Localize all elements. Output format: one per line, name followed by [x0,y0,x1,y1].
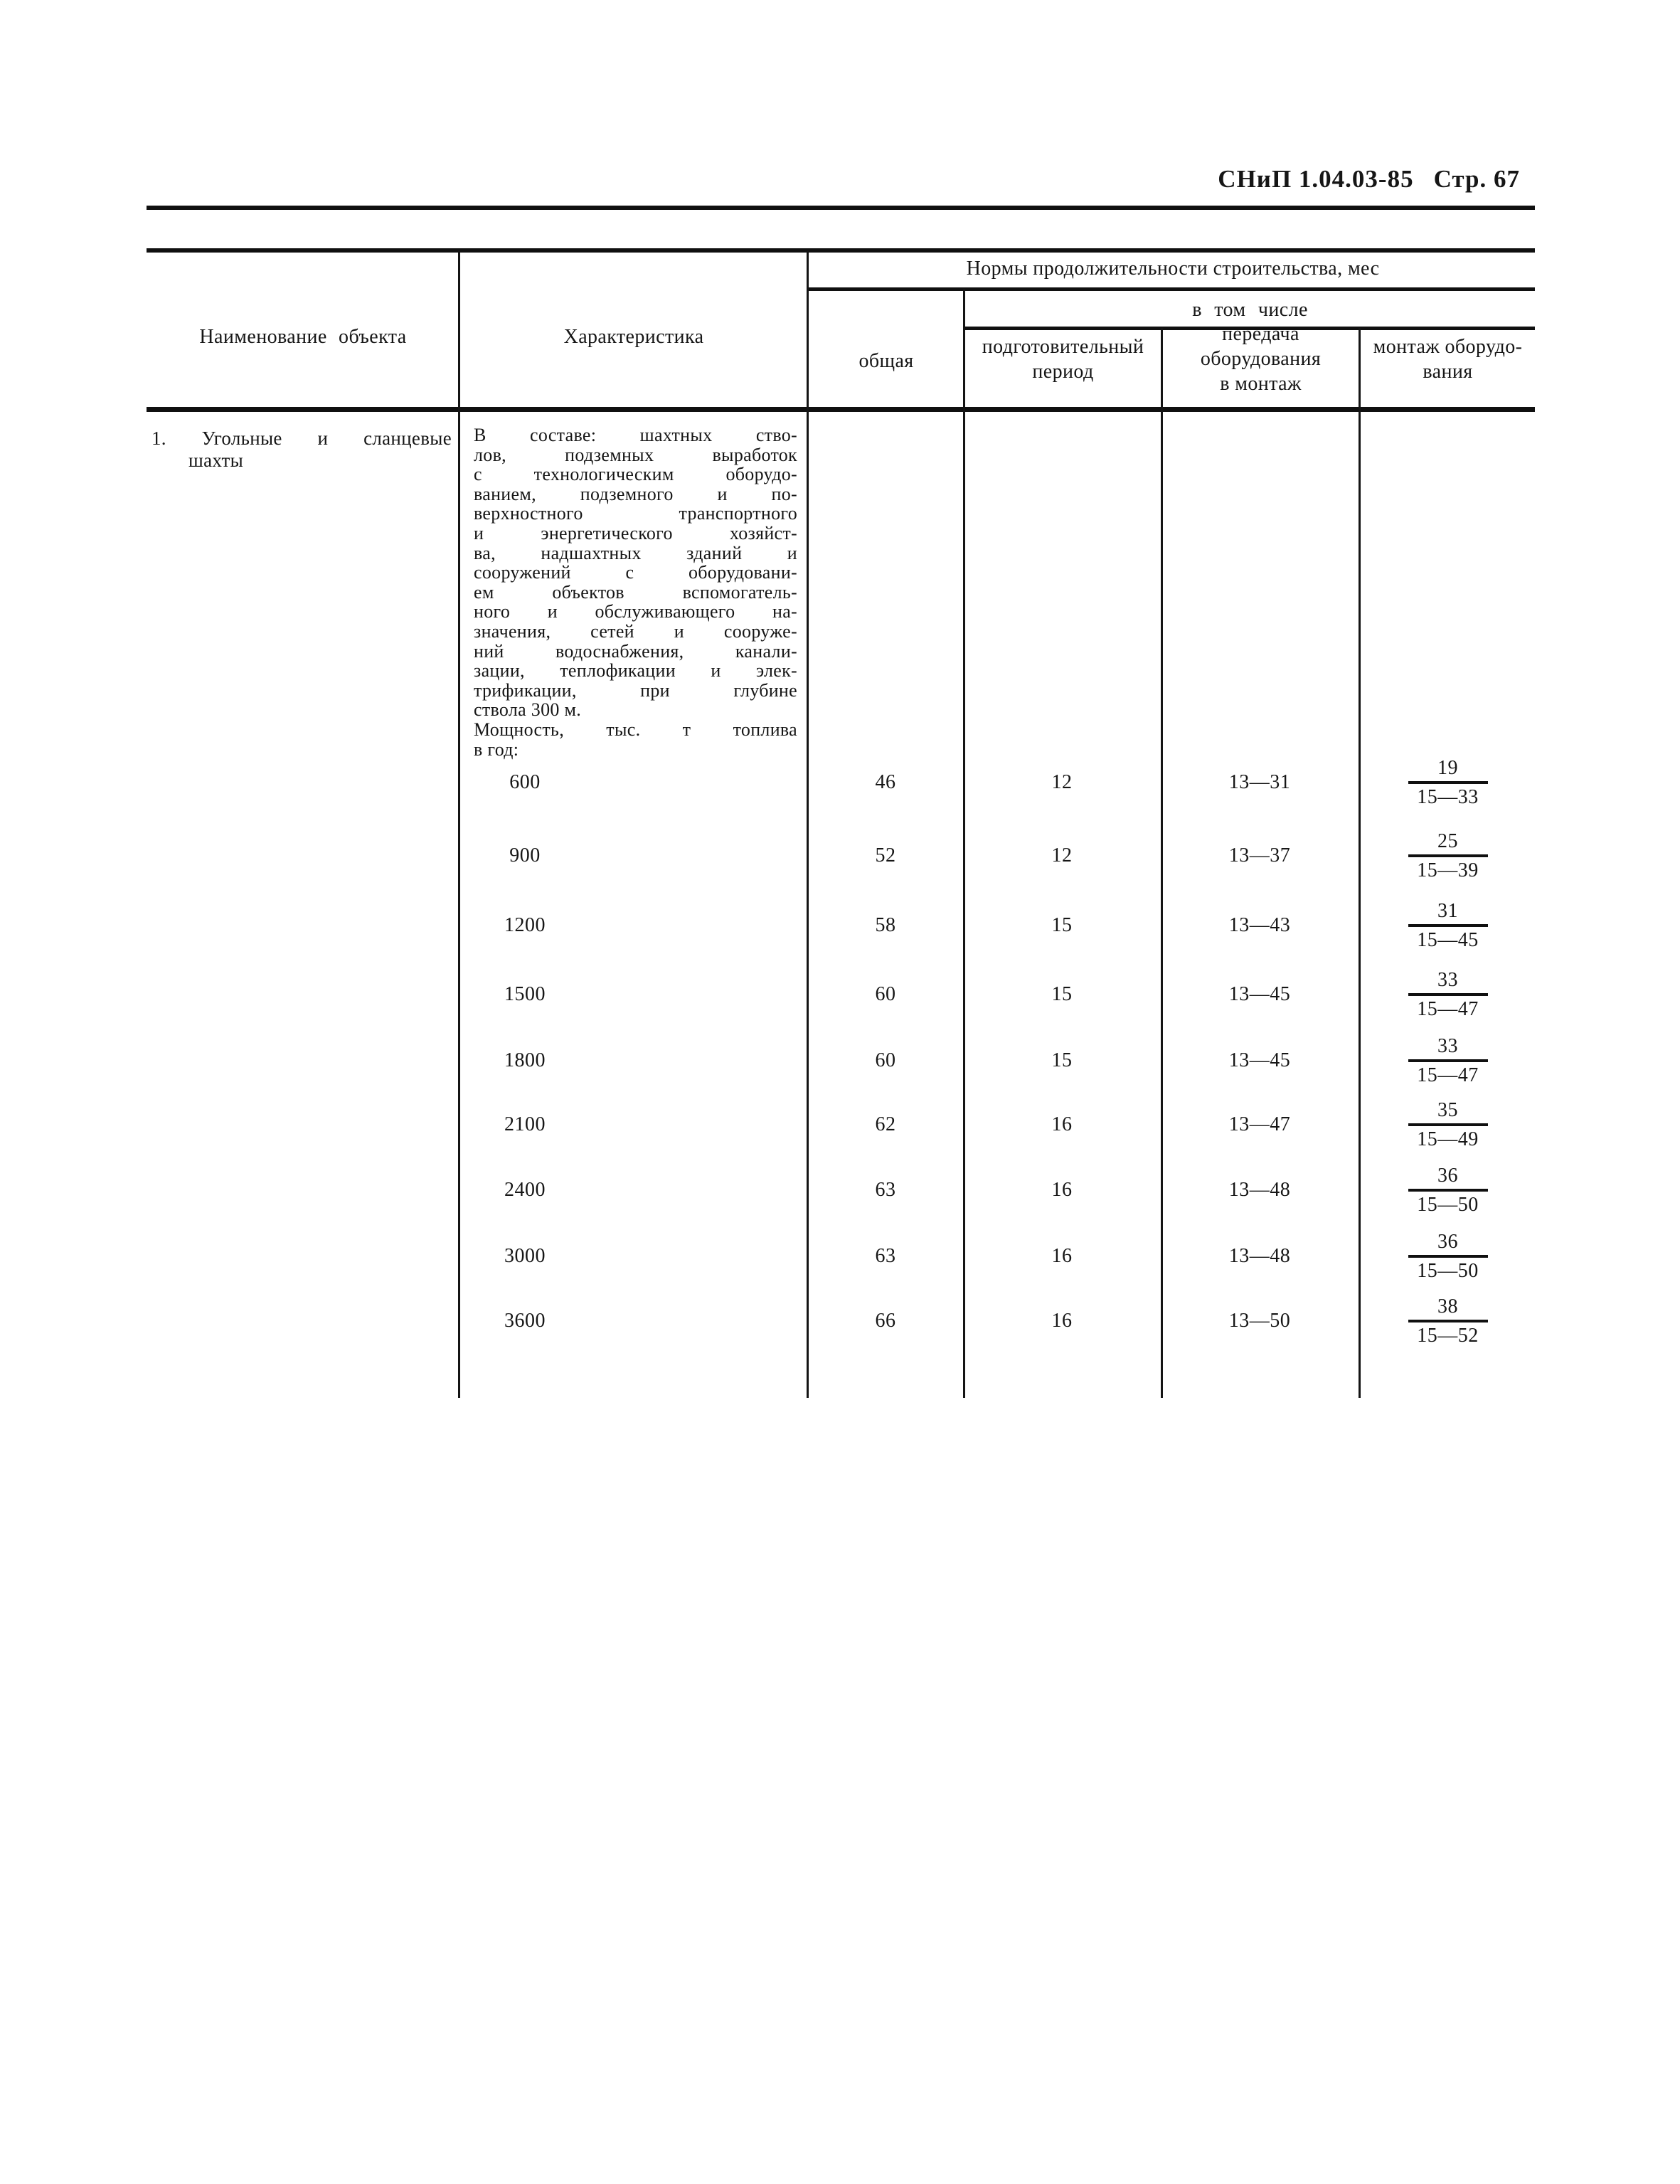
column-group-including: в том числе [1192,299,1308,321]
fraction-numerator: 33 [1437,969,1458,991]
fraction-numerator: 36 [1437,1165,1458,1187]
fraction-denominator: 15—52 [1417,1325,1479,1347]
fraction-numerator: 33 [1437,1035,1458,1057]
capacity-value: 2400 [504,1179,546,1201]
capacity-value: 1800 [504,1049,546,1071]
page-header [146,165,1520,194]
capacity-value: 1200 [504,914,546,936]
fraction-rule [1408,781,1488,784]
fraction-numerator: 36 [1437,1231,1458,1253]
cell-preparatory: 16 [1051,1245,1073,1267]
column-header-preparatory: подготовительный период [982,336,1144,383]
column-separator-object-characteristic [458,250,460,1398]
fraction-rule [1408,854,1488,857]
fraction-denominator: 15—47 [1417,998,1479,1020]
capacity-value: 3000 [504,1245,546,1267]
fraction-denominator: 15—47 [1417,1064,1479,1086]
column-header-object: Наименование объекта [199,326,407,348]
column-separator-characteristic-total [807,250,809,1398]
cell-total: 46 [875,771,896,793]
object-name: 1. Угольные и сланцевые шахты [151,428,452,471]
fraction-rule [1408,1189,1488,1192]
cell-transfer: 13—31 [1228,771,1291,793]
capacity-value: 900 [509,844,541,866]
cell-installation-fraction [1361,756,1535,810]
cell-total: 66 [875,1310,896,1332]
table-header-bottom-rule [147,407,1535,412]
cell-transfer: 13—48 [1228,1245,1291,1267]
document-code: СНиП 1.04.03-85 [1218,165,1414,193]
cell-preparatory: 12 [1051,844,1073,866]
table-top-rule [147,248,1535,253]
fraction-rule [1408,1255,1488,1258]
cell-installation-fraction [1361,829,1535,883]
fraction-denominator: 15—49 [1417,1128,1479,1150]
cell-total: 63 [875,1179,896,1201]
cell-total: 60 [875,1049,896,1071]
fraction-denominator: 15—39 [1417,859,1479,881]
cell-installation-fraction [1361,1294,1535,1348]
column-header-transfer: передача оборудования в монтаж [1200,323,1322,395]
cell-preparatory: 16 [1051,1113,1073,1135]
fraction-denominator: 15—45 [1417,929,1479,951]
cell-installation-fraction [1361,1034,1535,1088]
fraction-rule [1408,1320,1488,1322]
cell-installation-fraction [1361,1098,1535,1152]
capacity-value: 600 [509,771,541,793]
cell-preparatory: 15 [1051,914,1073,936]
cell-transfer: 13—50 [1228,1310,1291,1332]
cell-total: 52 [875,844,896,866]
cell-preparatory: 15 [1051,1049,1073,1071]
column-header-characteristic: Характеристика [563,326,704,348]
cell-transfer: 13—47 [1228,1113,1291,1135]
cell-installation-fraction [1361,1229,1535,1283]
column-header-total: общая [858,350,914,372]
norms-group-rule [808,287,1535,291]
fraction-denominator: 15—50 [1417,1260,1479,1282]
cell-preparatory: 16 [1051,1179,1073,1201]
cell-transfer: 13—43 [1228,914,1291,936]
cell-transfer: 13—48 [1228,1179,1291,1201]
fraction-denominator: 15—33 [1417,786,1479,808]
cell-transfer: 13—45 [1228,983,1291,1005]
header-rule [147,206,1535,210]
capacity-value: 3600 [504,1310,546,1332]
cell-preparatory: 16 [1051,1310,1073,1332]
cell-total: 58 [875,914,896,936]
cell-preparatory: 12 [1051,771,1073,793]
cell-transfer: 13—45 [1228,1049,1291,1071]
cell-total: 63 [875,1245,896,1267]
characteristic-text: В составе: шахтных ство- лов, подземных выработок с технологическим оборудо- ванием, подземного и по- верхностного транспортного и энергетического хозяйст- ва, надшахтных зданий и сооружений с оборудовани- ем объектов вспомогатель- ного и обслуживающего на- значения, сетей и сооруже- ний водоснабжения, канали- зации, теплофикации и элек- трификации, при глубине ствола 300 м. Мощность, тыс. т топлива в год: [474,425,797,760]
cell-total: 60 [875,983,896,1005]
cell-installation-fraction [1361,1163,1535,1217]
fraction-rule [1408,924,1488,927]
cell-installation-fraction [1361,898,1535,953]
page-number: Стр. 67 [1433,165,1520,193]
capacity-value: 1500 [504,983,546,1005]
fraction-rule [1408,1059,1488,1062]
fraction-numerator: 31 [1437,900,1458,922]
fraction-rule [1408,993,1488,996]
cell-total: 62 [875,1113,896,1135]
cell-transfer: 13—37 [1228,844,1291,866]
column-header-installation: монтаж оборудо- вания [1373,336,1523,383]
fraction-numerator: 25 [1437,830,1458,852]
column-group-norms: Нормы продолжительности строительства, мес [966,258,1380,280]
fraction-numerator: 35 [1437,1099,1458,1121]
fraction-rule [1408,1123,1488,1126]
fraction-numerator: 19 [1437,757,1458,779]
cell-preparatory: 15 [1051,983,1073,1005]
fraction-denominator: 15—50 [1417,1194,1479,1216]
cell-installation-fraction [1361,968,1535,1022]
capacity-value: 2100 [504,1113,546,1135]
fraction-numerator: 38 [1437,1295,1458,1318]
